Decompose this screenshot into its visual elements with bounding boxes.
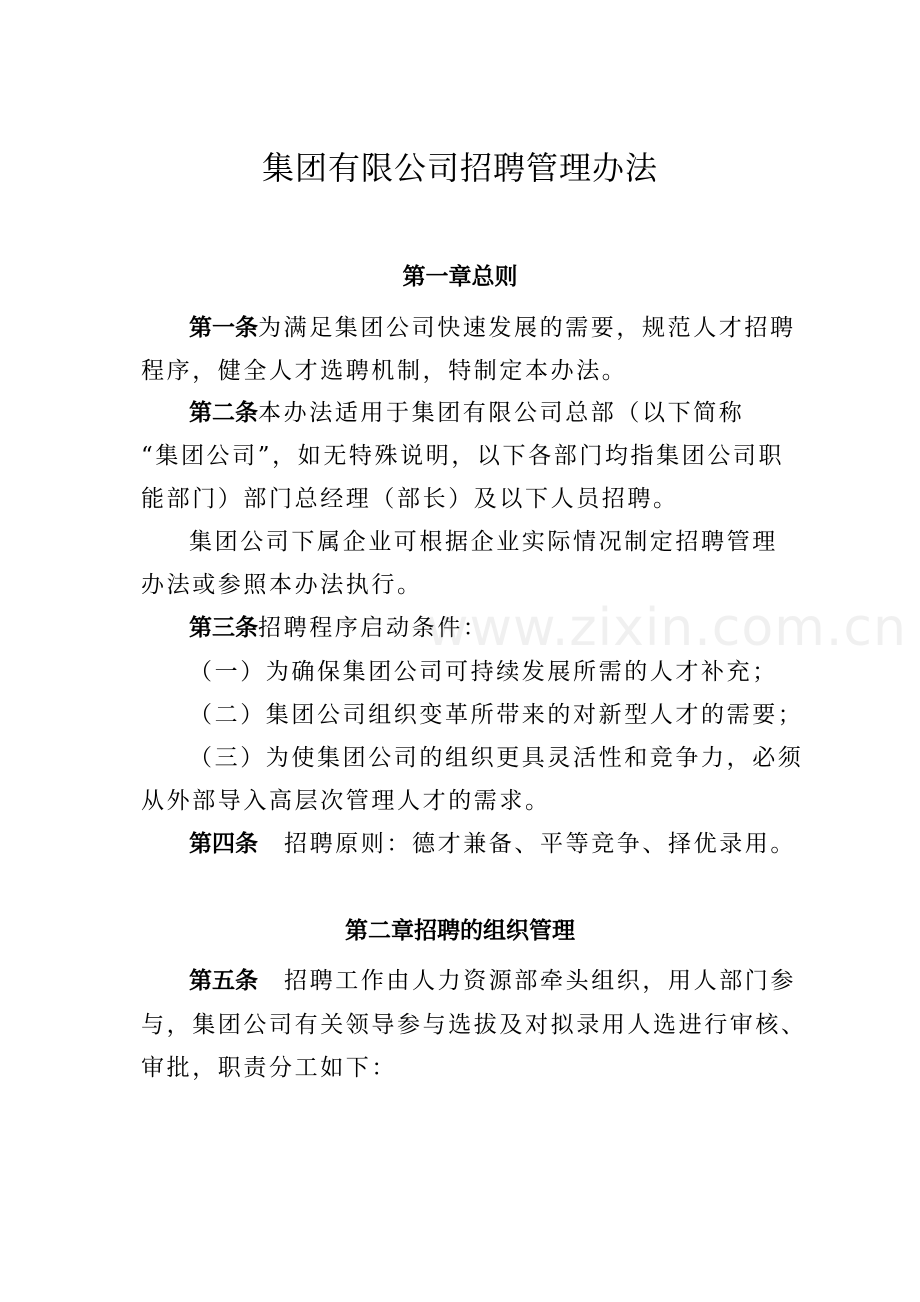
article-5-label: 第五条 xyxy=(189,968,258,994)
article-2-line-2: “集团公司”，如无特殊说明，以下各部门均指集团公司职 xyxy=(141,443,785,469)
article-5-text-1: 招聘工作由人力资源部牵头组织，用人部门参 xyxy=(284,968,796,994)
chapter-1-heading: 第一章总则 xyxy=(402,264,518,290)
article-5-line-3: 审批，职责分工如下： xyxy=(141,1055,397,1081)
document-title: 集团有限公司招聘管理办法 xyxy=(261,149,658,187)
article-5-line-2: 与，集团公司有关领导参与选拔及对拟录用人选进行审核、 xyxy=(141,1012,807,1038)
article-3-item-2: （二）集团公司组织变革所带来的对新型人才的需要； xyxy=(189,702,804,728)
article-4-line xyxy=(189,829,809,859)
article-3-text-1: 招聘程序启动条件： xyxy=(258,615,489,641)
article-3-item-3-line-1: （三）为使集团公司的组织更具灵活性和竞争力，必须 xyxy=(189,745,804,771)
article-3-item-1: （一）为确保集团公司可持续发展所需的人才补充； xyxy=(189,659,778,685)
article-5-line-1 xyxy=(189,966,809,996)
article-2-label: 第二条 xyxy=(189,400,258,426)
article-1-text-1: 为满足集团公司快速发展的需要，规范人才招聘 xyxy=(258,315,796,341)
article-1-line-1 xyxy=(189,313,809,343)
article-4-text: 招聘原则：德才兼备、平等竞争、择优录用。 xyxy=(284,831,796,857)
article-3-item-3-line-2: 从外部导入高层次管理人才的需求。 xyxy=(141,788,551,814)
article-2-line-1 xyxy=(189,398,809,428)
chapter-2-heading: 第二章招聘的组织管理 xyxy=(345,918,575,944)
paragraph-line-2: 办法或参照本办法执行。 xyxy=(141,572,423,598)
watermark: www.zixin.com.cn xyxy=(426,598,907,658)
article-1-label: 第一条 xyxy=(189,315,258,341)
article-2-text-1: 本办法适用于集团有限公司总部（以下简称 xyxy=(258,400,745,426)
article-4-label: 第四条 xyxy=(189,831,258,857)
paragraph-line-1: 集团公司下属企业可根据企业实际情况制定招聘管理 xyxy=(189,529,778,555)
article-3-line-1 xyxy=(189,613,809,643)
article-3-label: 第三条 xyxy=(189,615,258,641)
article-2-line-3: 能部门）部门总经理（部长）及以下人员招聘。 xyxy=(141,486,679,512)
article-1-line-2: 程序，健全人才选聘机制，特制定本办法。 xyxy=(141,358,628,384)
